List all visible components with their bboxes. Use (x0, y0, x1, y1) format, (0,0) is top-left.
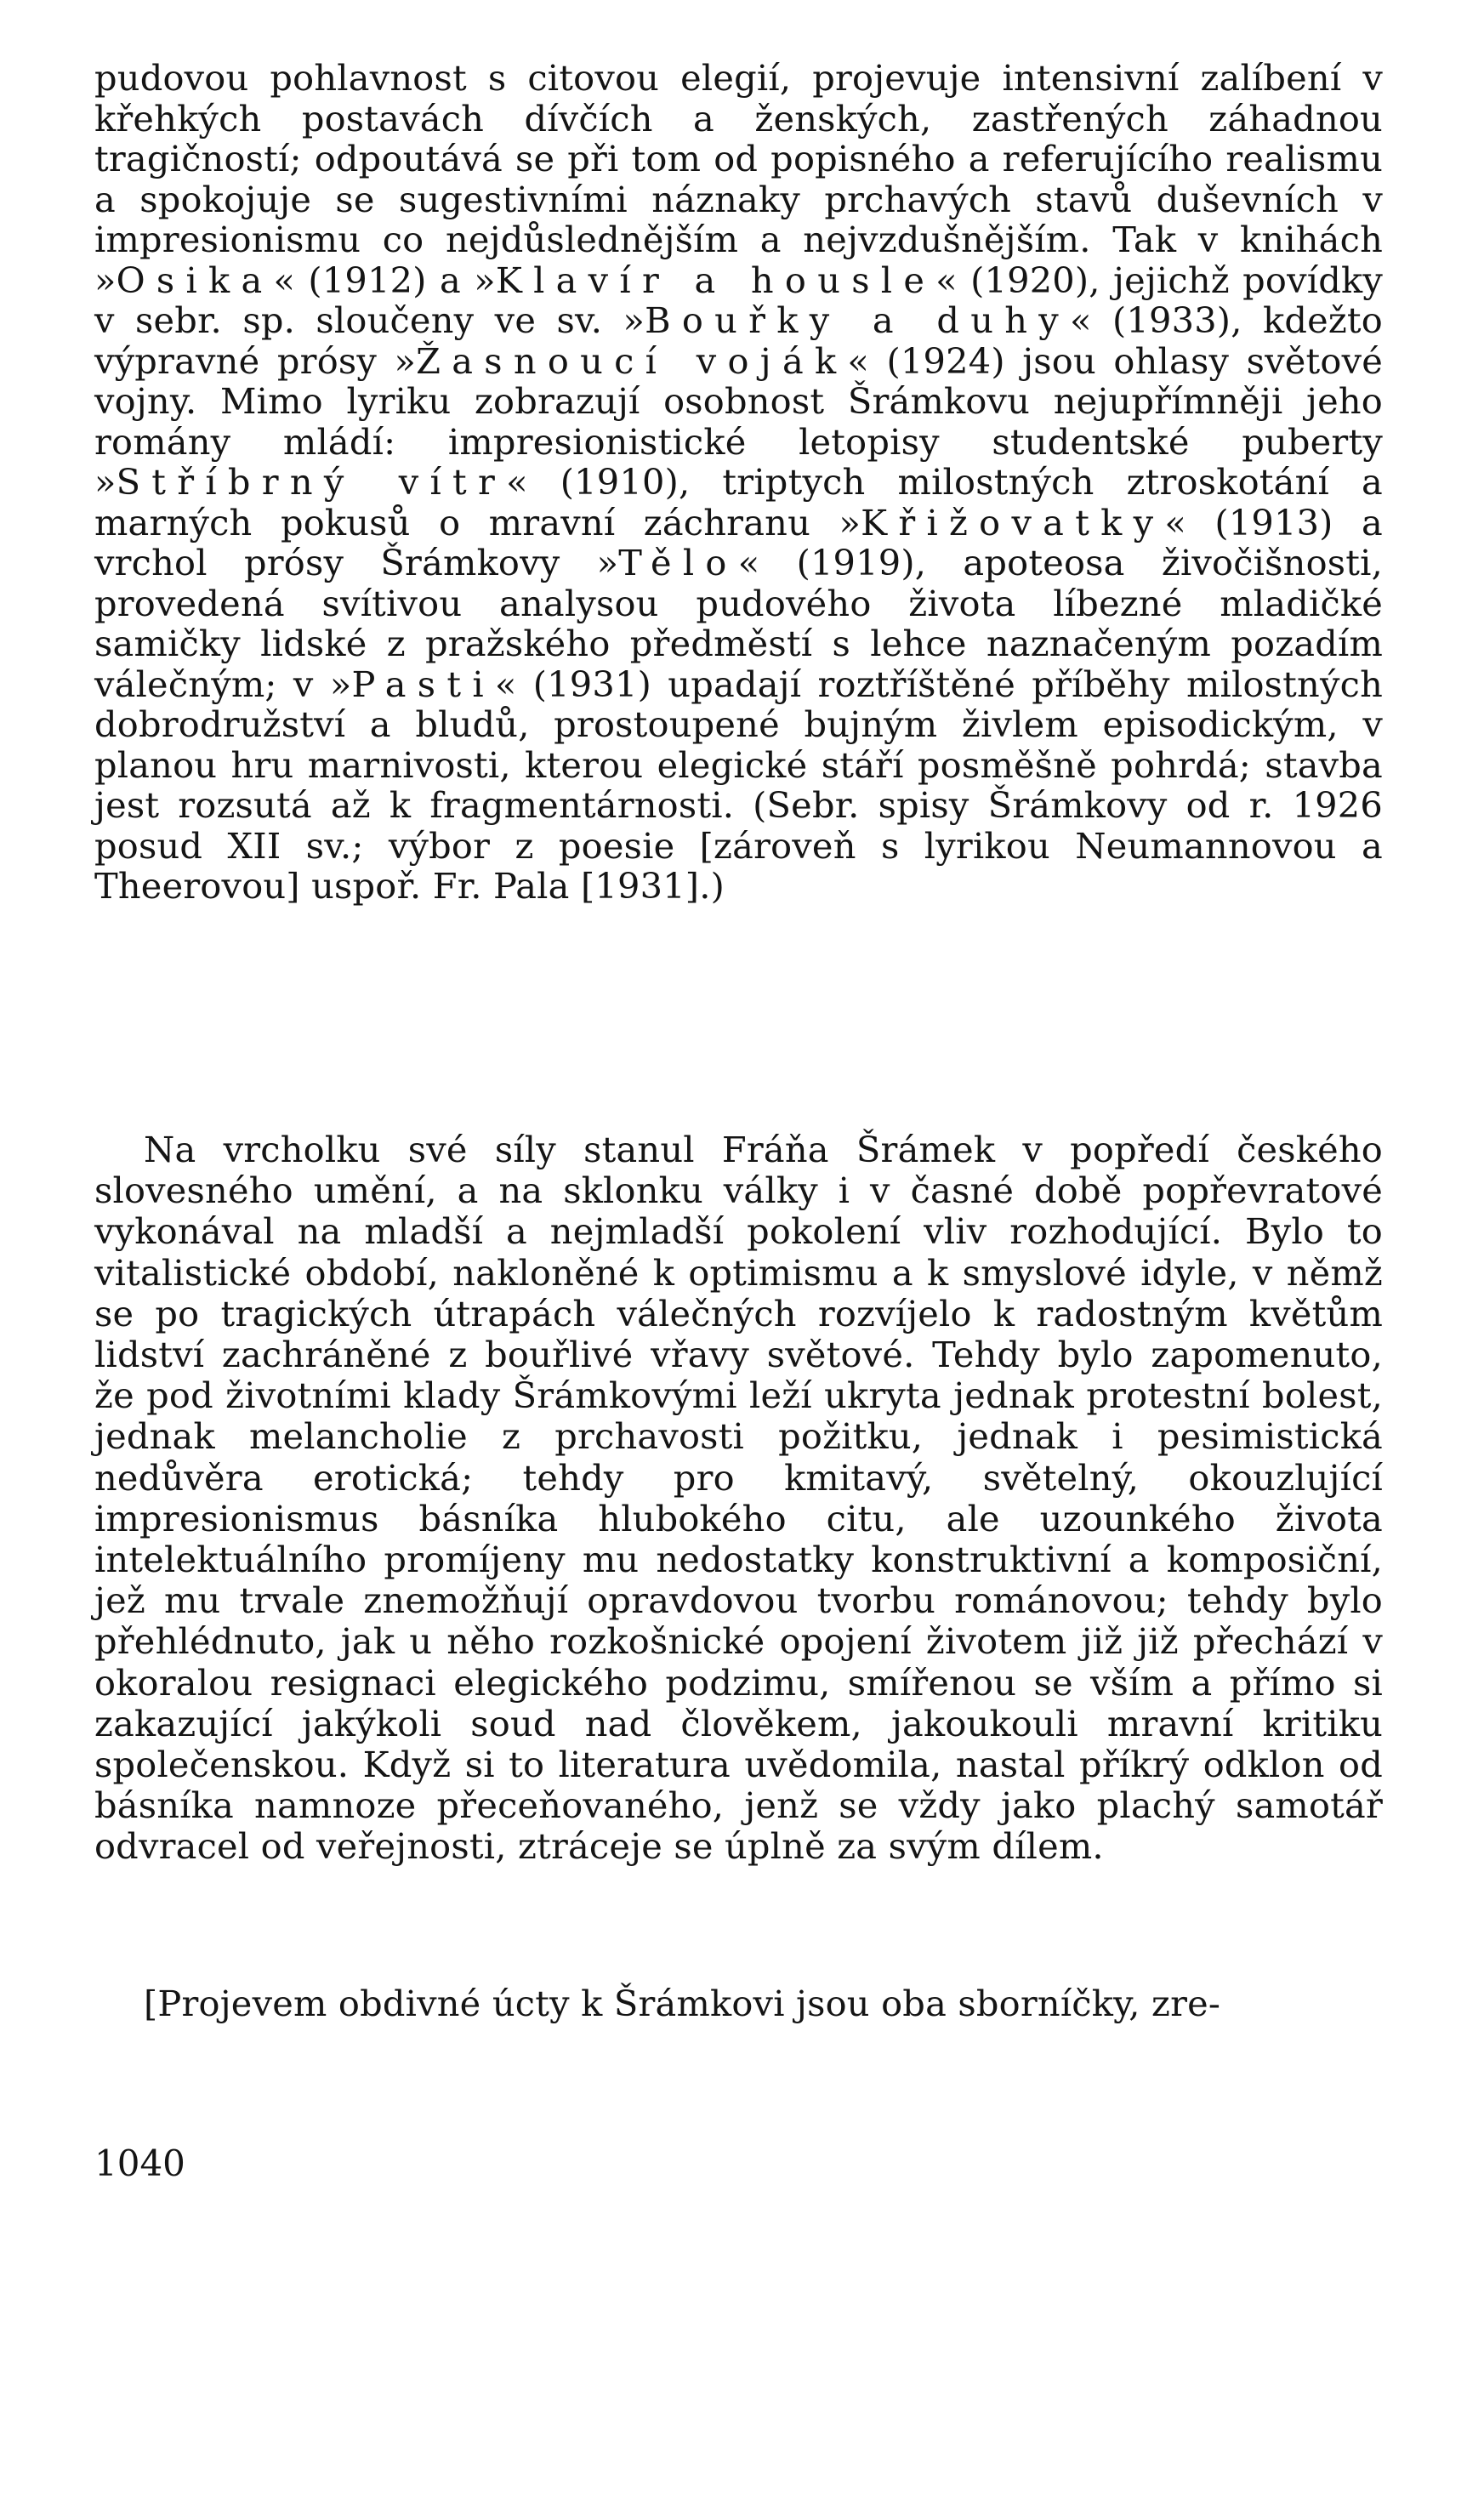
text-run: [Projevem obdivné úcty k Šrámkovi jsou oba sborníčky, zre- (144, 1983, 1221, 2024)
spaced-title: Klavír a housle (495, 259, 936, 301)
text-run: pudovou pohlavnost s citovou elegií, projevuje intensivní zalíbení v křehkých postavách dívčích a ženských, zastřených záhadnou tragičností; odpoutává se při tom od popisného a referujícího realismu a spokojuje se sugestivními náznaky prchavých stavů duševních v impresionismu co nejdůslednějším a nejvzdušnějším. Tak v knihách » (94, 57, 1383, 301)
spaced-title: Pasti (351, 663, 495, 705)
spaced-title: Žasnoucí voják (416, 339, 848, 382)
text-run: « (1910), triptych milostných ztroskotání a marných pokusů o mravní záchranu » (94, 461, 1383, 543)
text-run: « (1920), jejichž povídky v sebr. sp. sloučeny ve sv. » (94, 259, 1383, 341)
text-run: « (1913) a vrchol prósy Šrámkovy » (94, 501, 1383, 583)
text-run: Na vrcholku své síly stanul Fráňa Šrámek v popředí českého slovesného umění, a na sklonku války i v časné době popřevratové vykonával na mladší a nejmladší pokolení vliv rozhodující. Bylo to vitalistické období, nakloněné k optimismu a k smyslové idyle, v němž se po tragických útrapách válečných rozvíjelo k radostným květům lidství zachráněné z bouřlivé vřavy světové. Tehdy bylo zapomenuto, že pod životními klady Šrámkovými leží ukryta jednak protestní bolest, jednak melancholie z prchavosti požitku, jednak i pesimistická nedůvěra erotická; tehdy pro kmitavý, světelný, okouzlující impresionismus básníka hlubokého citu, ale uzounkého života intelektuálního promíjeny mu nedostatky konstruktivní a komposiční, jež mu trvale znemožňují opravdovou tvorbu románovou; tehdy bylo přehlédnuto, jak u něho rozkošnické opojení životem již již přechází v okoralou resignaci elegického podzimu, smířenou se vším a přímo si zakazující jakýkoli soud nad člověkem, jakoukouli mravní kritiku společenskou. Když si to literatura uvědomila, nastal příkrý odklon od básníka namnoze přeceňovaného, jenž se vždy jako plachý samotář odvracel od veřejnosti, ztráceje se úplně za svým dílem. (94, 1129, 1383, 1868)
spaced-title: Osika (116, 259, 274, 301)
paragraph-2 (94, 1129, 1383, 1868)
text-run: « (1933), kdežto výpravné prósy » (94, 299, 1383, 382)
spaced-title: Tělo (618, 542, 738, 583)
spaced-title: Stříbrný vítr (116, 461, 507, 503)
spaced-title: Křižovatky (861, 501, 1165, 543)
text-run: « (1924) jsou ohlasy světové vojny. Mimo lyriku zobrazují osobnost Šrámkovu nejupřímněji jeho romány mládí: impresionistické letopisy studentské puberty » (94, 339, 1383, 503)
text-run: « (1931) upadají roztříštěné příběhy milostných dobrodružství a bludů, prostoupené bujným živlem episodickým, v planou hru marnivosti, kterou elegické stáří posměšně pohrdá; stavba jest rozsutá až k fragmentárnosti. (Sebr. spisy Šrámkovy od r. 1926 posud XII sv.; výbor z poesie [zároveň s lyrikou Neumannovou a Theerovou] uspoř. Fr. Pala [1931].) (94, 663, 1383, 907)
text-run: « (1912) a » (273, 259, 496, 301)
paragraph-3 (94, 1983, 1383, 2024)
page-number: 1040 (94, 2142, 185, 2184)
text-run: « (1919), apoteosa živočišnosti, provedená svítivou analysou pudového života líbezné mladičké samičky lidské z pražského předměstí s lehce naznačeným pozadím válečným; v » (94, 542, 1384, 705)
paragraph-1 (94, 58, 1383, 907)
spaced-title: Bouřky a duhy (645, 299, 1070, 341)
